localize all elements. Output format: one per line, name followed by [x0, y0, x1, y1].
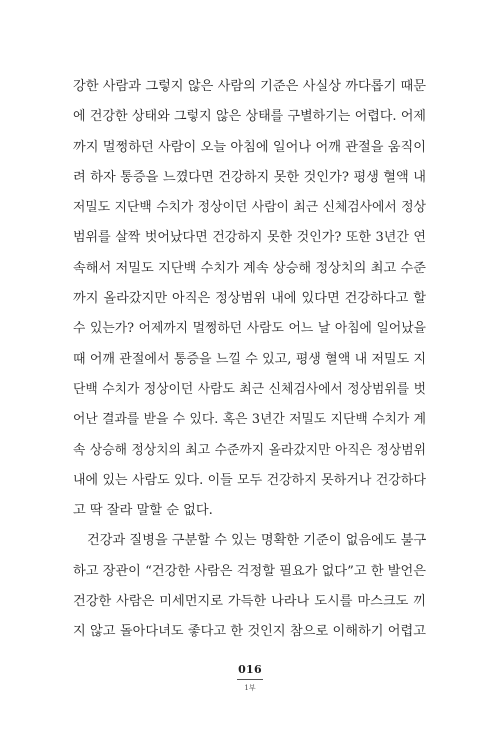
section-label: 1부 [244, 684, 256, 692]
text-line: 내에 있는 사람도 있다. 이들 모두 건강하지 못하거나 건강하다 [73, 472, 426, 488]
text-line: 속 상승해 정상치의 최고 수준까지 올라갔지만 아직은 정상범위 [73, 442, 426, 458]
text-line: 하고 장관이 “건강한 사람은 걱정할 필요가 없다”고 한 발언은 [73, 563, 426, 579]
text-line: 강한 사람과 그렇지 않은 사람의 기준은 사실상 까다롭기 때문 [73, 79, 426, 94]
page-number: 016 [238, 663, 262, 676]
paragraph-start-line: 건강과 질병을 구분할 수 있는 명확한 기준이 없음에도 불구 [87, 533, 427, 549]
paragraph-end-line: 고 딱 잘라 말할 순 없다. [73, 503, 213, 519]
text-line: 단백 수치가 정상이던 사람도 최근 신체검사에서 정상범위를 벗 [73, 381, 426, 397]
body-text [73, 72, 426, 648]
text-line: 까지 멀쩡하던 사람이 오늘 아침에 일어나 어깨 관절을 움직이 [73, 139, 426, 155]
text-line: 범위를 살짝 벗어났다면 건강하지 못한 것인가? 또한 3년간 연 [73, 230, 426, 246]
text-line: 에 건강한 상태와 그렇지 않은 상태를 구별하기는 어렵다. 어제 [73, 109, 426, 125]
text-line: 건강한 사람은 미세먼지로 가득한 나라나 도시를 마스크도 끼 [73, 594, 426, 610]
text-line: 저밀도 지단백 수치가 정상이던 사람이 최근 신체검사에서 정상 [73, 200, 426, 216]
footer-divider [237, 679, 263, 680]
text-line: 때 어깨 관절에서 통증을 느낄 수 있고, 평생 혈액 내 저밀도 지 [73, 351, 426, 367]
text-line: 어난 결과를 받을 수 있다. 혹은 3년간 저밀도 지단백 수치가 계 [73, 412, 426, 428]
text-line: 까지 올라갔지만 아직은 정상범위 내에 있다면 건강하다고 할 [73, 291, 426, 307]
text-line: 려 하자 통증을 느꼈다면 건강하지 못한 것인가? 평생 혈액 내 [73, 169, 426, 185]
text-line: 수 있는가? 어제까지 멀쩡하던 사람도 어느 날 아침에 일어났을 [73, 321, 426, 337]
text-line: 속해서 저밀도 지단백 수치가 계속 상승해 정상치의 최고 수준 [73, 260, 426, 276]
text-line: 지 않고 돌아다녀도 좋다고 한 것인지 참으로 이해하기 어렵고 [73, 624, 426, 640]
